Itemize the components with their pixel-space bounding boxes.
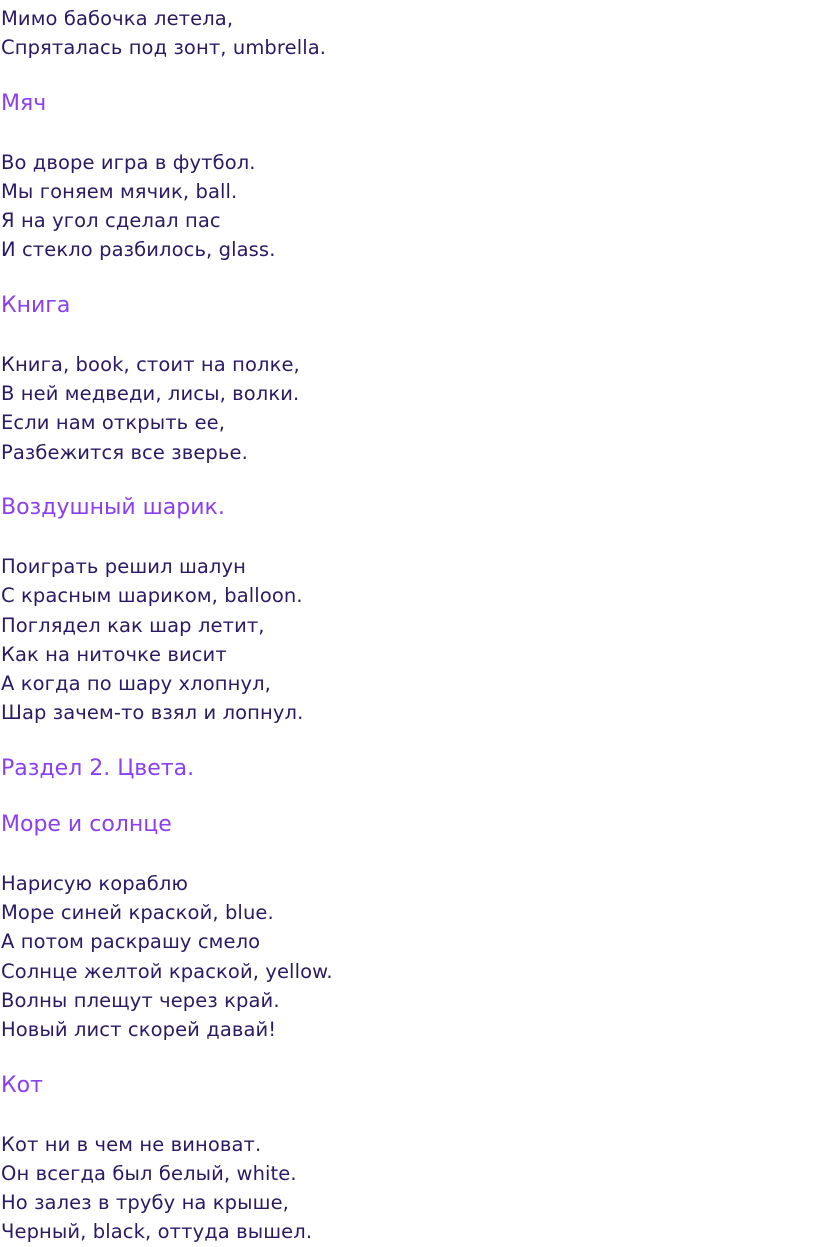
poem-line: Я на угол сделал пас xyxy=(1,209,221,233)
poem-line: А когда по шару хлопнул, xyxy=(1,672,271,696)
section-part-2 xyxy=(1,754,816,784)
poem-line: Спряталась под зонт, umbrella. xyxy=(1,36,327,60)
section-title: Книга xyxy=(1,292,71,318)
poem-line: Шар зачем-то взял и лопнул. xyxy=(1,701,304,725)
section-title: Мяч xyxy=(1,90,47,116)
section-title: Кот xyxy=(1,1072,43,1098)
section-ball xyxy=(1,89,816,265)
poem-line: Кот ни в чем не виноват. xyxy=(1,1132,262,1156)
stanza xyxy=(1,350,816,467)
poem-line: Книга, book, стоит на полке, xyxy=(1,352,300,376)
section-sea-and-sun xyxy=(1,810,816,1045)
poem-line: Море синей краской, blue. xyxy=(1,901,274,925)
intro-stanza xyxy=(1,4,816,63)
poem-line: Черный, black, оттуда вышел. xyxy=(1,1220,313,1244)
section-balloon xyxy=(1,493,816,728)
poem-line: А потом раскрашу смело xyxy=(1,930,261,954)
stanza xyxy=(1,869,816,1045)
section-book xyxy=(1,291,816,467)
poem-line: Но залез в трубу на крыше, xyxy=(1,1191,289,1215)
poem-line: Поиграть решил шалун xyxy=(1,554,246,578)
poem-line: Как на ниточке висит xyxy=(1,642,227,666)
poem-line: Во дворе игра в футбол. xyxy=(1,150,256,174)
poem-line: В ней медведи, лисы, волки. xyxy=(1,382,300,406)
poem-line: Нарисую кораблю xyxy=(1,871,188,895)
section-title: Море и солнце xyxy=(1,811,172,837)
stanza xyxy=(1,1130,816,1247)
poem-line: Он всегда был белый, white. xyxy=(1,1161,297,1185)
poem-line: Новый лист скорей давай! xyxy=(1,1018,277,1042)
poem-line: Солнце желтой краской, yellow. xyxy=(1,959,333,983)
section-cat xyxy=(1,1071,816,1247)
poem-line: Поглядел как шар летит, xyxy=(1,613,265,637)
poem-line: Мы гоняем мячик, ball. xyxy=(1,179,238,203)
poem-line: Мимо бабочка летела, xyxy=(1,7,234,30)
poem-line: Если нам открыть ее, xyxy=(1,411,226,435)
stanza xyxy=(1,552,816,728)
poem-line: Разбежится все зверье. xyxy=(1,440,248,464)
section-title: Воздушный шарик. xyxy=(1,494,225,520)
poem-line: С красным шариком, balloon. xyxy=(1,584,303,608)
poem-line: Волны плещут через край. xyxy=(1,988,280,1012)
stanza xyxy=(1,148,816,265)
poem-line: И стекло разбилось, glass. xyxy=(1,238,276,262)
part-title: Раздел 2. Цвета. xyxy=(1,755,195,781)
